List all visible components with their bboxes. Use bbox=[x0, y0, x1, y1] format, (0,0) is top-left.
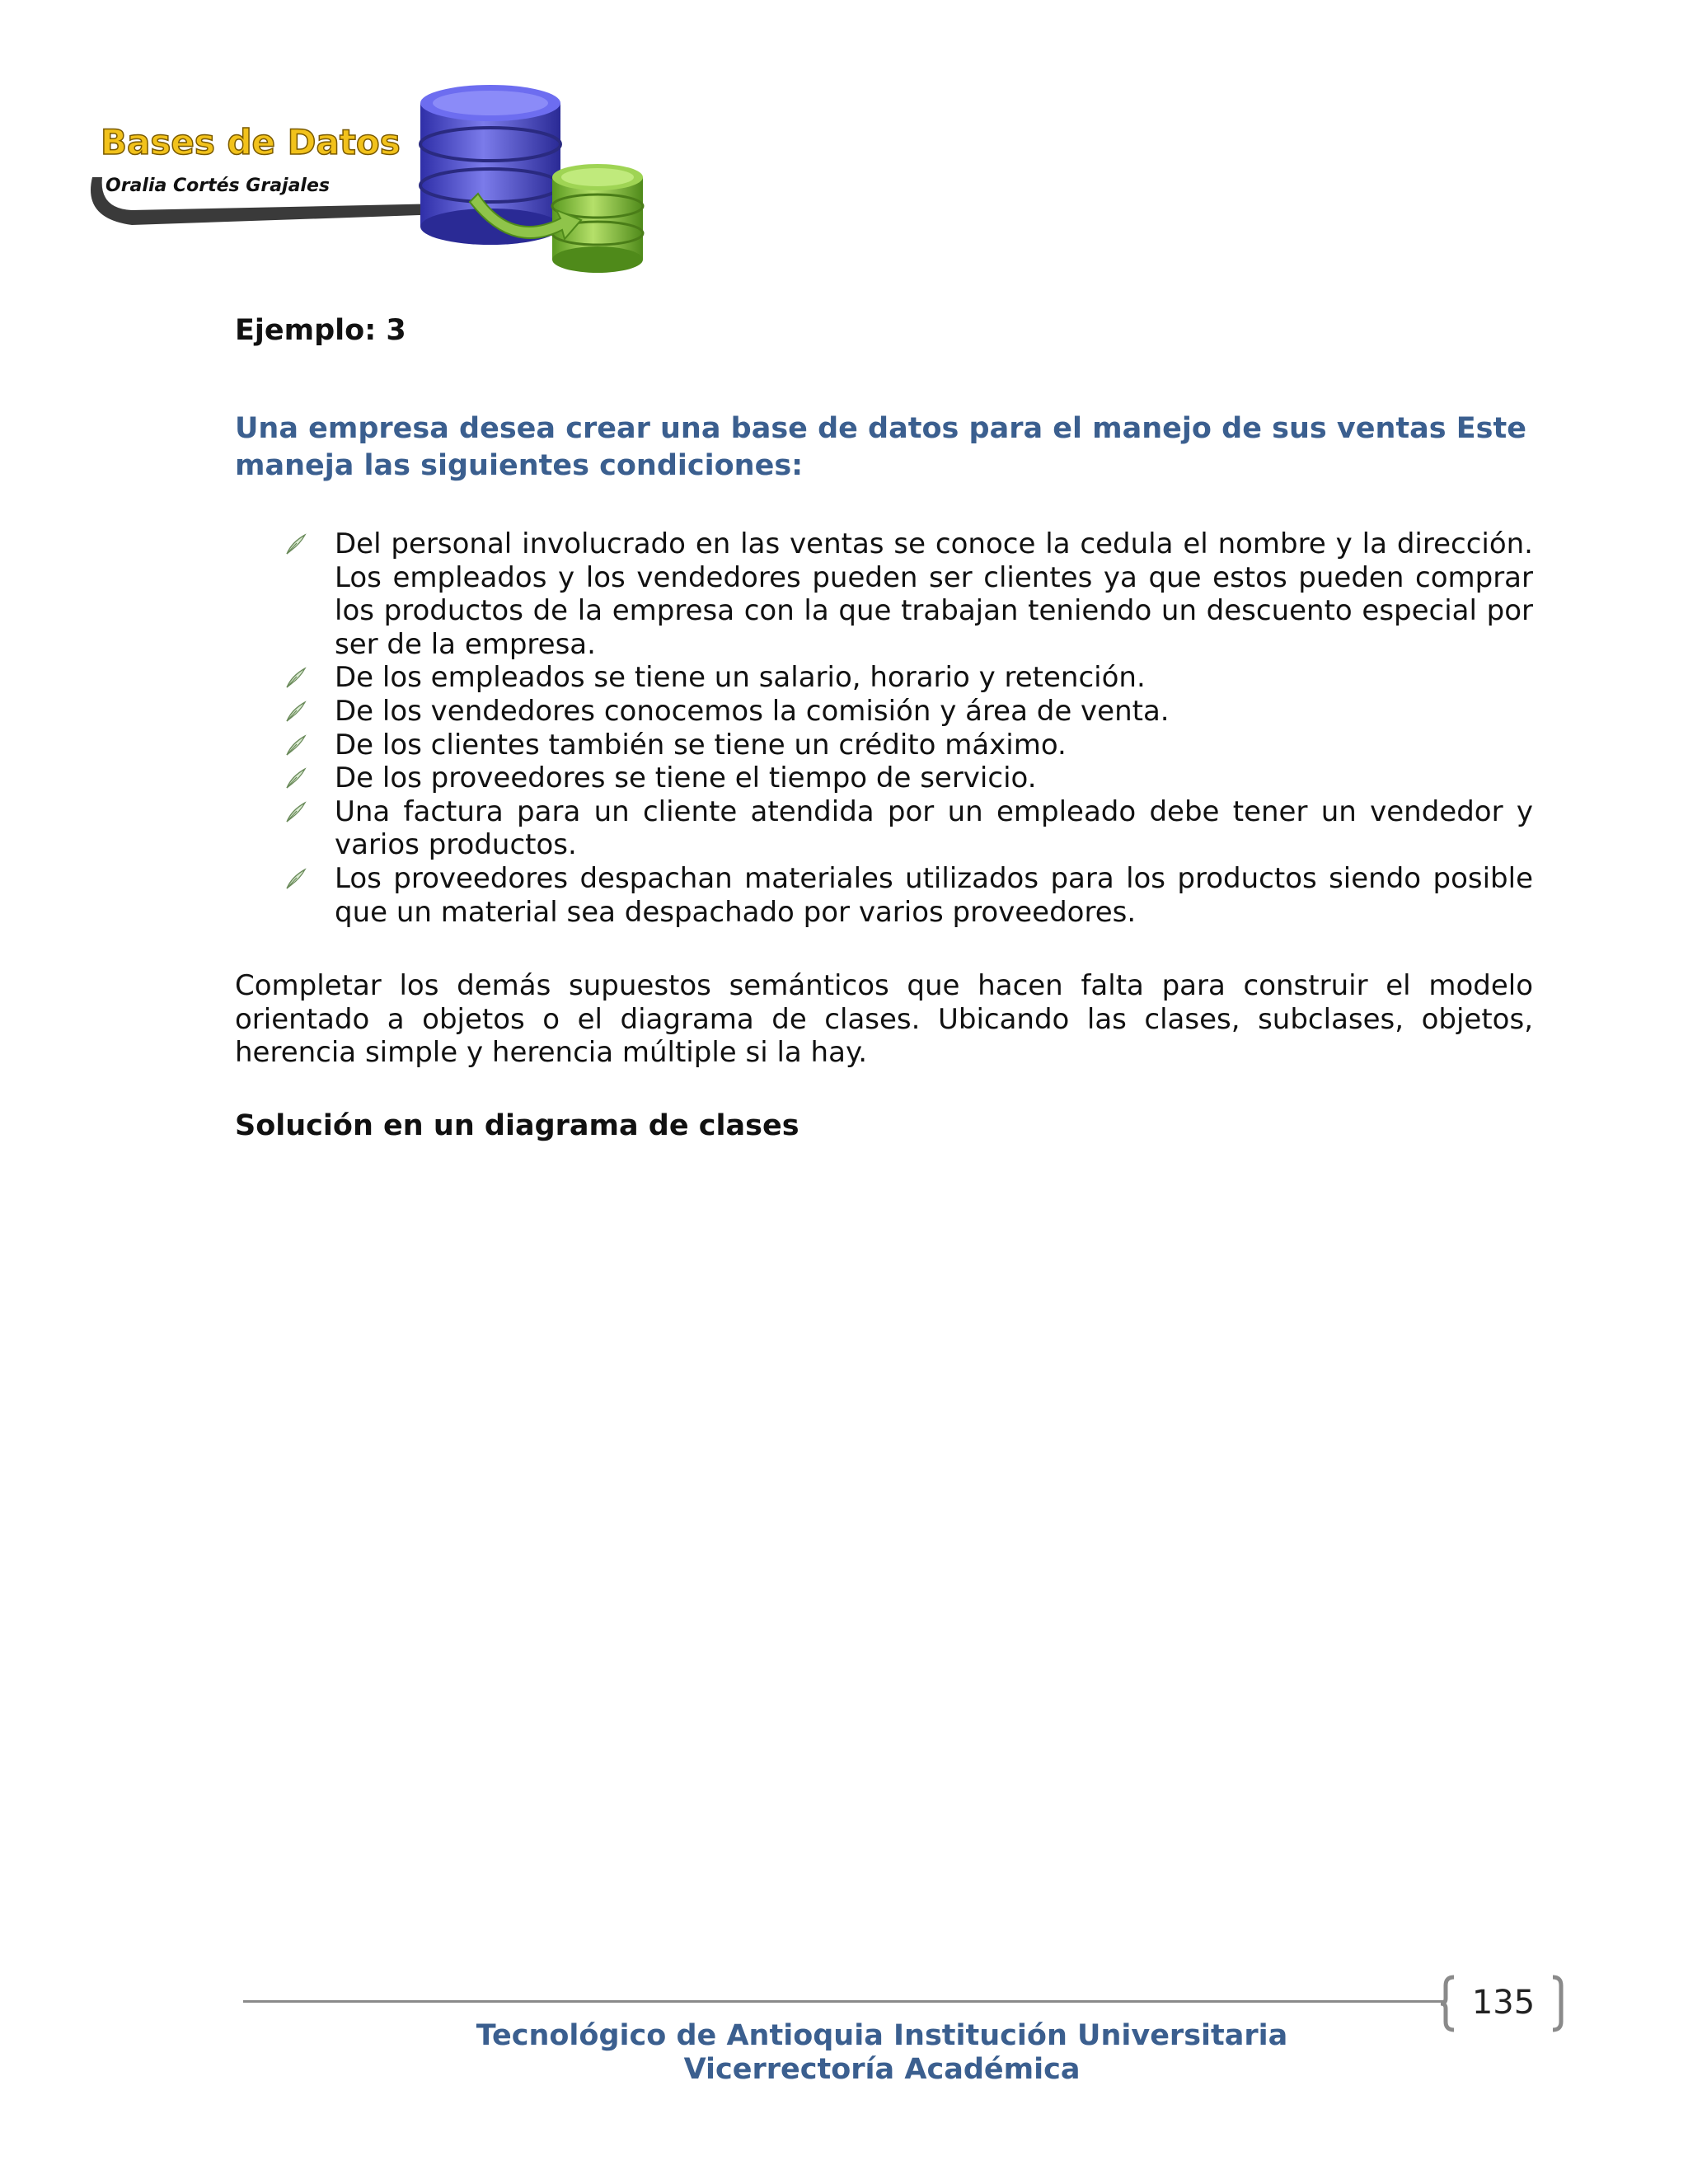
bases-de-datos-logo bbox=[82, 78, 676, 284]
problem-statement: Una empresa desea crear una base de datos para el manejo de sus ventas Este maneja las siguientes condiciones: bbox=[235, 412, 1526, 482]
conditions-list bbox=[280, 527, 1533, 929]
condition-text: Los proveedores despachan materiales utilizados para los productos siendo posible que un material sea despachado por varios proveedores. bbox=[335, 861, 1533, 929]
page-number: 135 bbox=[1471, 1984, 1536, 2022]
logo-title: Bases de Datos bbox=[101, 122, 401, 162]
list-item bbox=[280, 729, 1533, 762]
condition-text: De los vendedores conocemos la comisión y área de venta. bbox=[335, 694, 1170, 728]
example-title: Ejemplo: 3 bbox=[235, 314, 406, 347]
list-item bbox=[280, 795, 1533, 862]
condition-text: De los proveedores se tiene el tiempo de servicio. bbox=[335, 762, 1037, 795]
condition-text: Una factura para un cliente atendida por un empleado debe tener un vendedor y varios productos. bbox=[335, 794, 1533, 862]
footer-institution-block bbox=[330, 2019, 1434, 2087]
list-item bbox=[280, 527, 1533, 661]
list-item bbox=[280, 695, 1533, 729]
footer-divider bbox=[243, 2000, 1445, 2003]
quill-bullet-icon bbox=[284, 733, 308, 758]
quill-bullet-icon bbox=[284, 666, 308, 691]
solution-heading: Solución en un diagrama de clases bbox=[235, 1109, 799, 1142]
quill-bullet-icon bbox=[284, 867, 308, 892]
list-item bbox=[280, 862, 1533, 929]
condition-text: De los clientes también se tiene un crédito máximo. bbox=[335, 728, 1067, 762]
list-item bbox=[280, 762, 1533, 795]
quill-bullet-icon bbox=[284, 700, 308, 724]
logo-author: Oralia Cortés Grajales bbox=[106, 176, 330, 196]
quill-bullet-icon bbox=[284, 800, 308, 825]
quill-bullet-icon bbox=[284, 766, 308, 791]
condition-text: De los empleados se tiene un salario, horario y retención. bbox=[335, 661, 1146, 695]
footer-department: Vicerrectoría Académica bbox=[683, 2053, 1081, 2086]
condition-text: Del personal involucrado en las ventas se conoce la cedula el nombre y la dirección. Los empleados y los vendedores pueden ser clientes ya que estos pueden comprar los productos de la empresa con la que trabajan teniendo un descuento especial por ser de la empresa. bbox=[335, 527, 1533, 661]
list-item bbox=[280, 661, 1533, 695]
quill-bullet-icon bbox=[284, 532, 308, 557]
instructions-paragraph: Completar los demás supuestos semánticos que hacen falta para construir el modelo orientado a objetos o el diagrama de clases. Ubicando las clases, subclases, objetos, herencia simple y herencia múltiple si la hay. bbox=[235, 969, 1533, 1070]
footer-institution: Tecnológico de Antioquia Institución Universitaria bbox=[476, 2019, 1288, 2052]
